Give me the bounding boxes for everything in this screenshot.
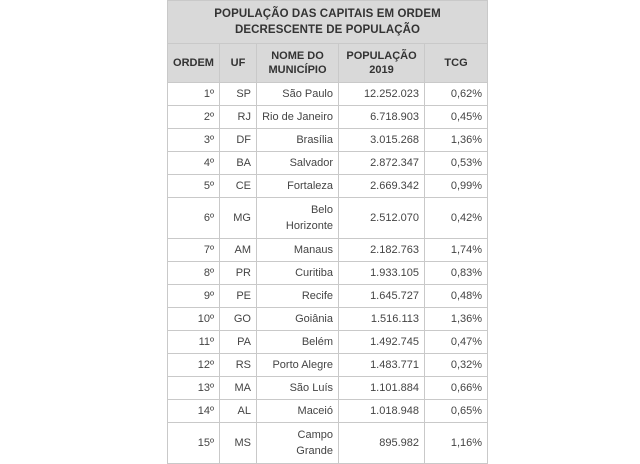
cell-municipio: Manaus <box>257 239 339 262</box>
cell-uf: RJ <box>220 106 257 129</box>
table-row <box>168 354 488 377</box>
table-row <box>168 198 488 239</box>
cell-populacao: 1.933.105 <box>339 262 425 285</box>
cell-tcg: 0,83% <box>425 262 488 285</box>
cell-uf: MS <box>220 423 257 464</box>
cell-municipio: Recife <box>257 285 339 308</box>
cell-ordem: 8º <box>168 262 220 285</box>
cell-ordem: 10º <box>168 308 220 331</box>
cell-ordem: 15º <box>168 423 220 464</box>
cell-tcg: 0,42% <box>425 198 488 239</box>
cell-uf: CE <box>220 175 257 198</box>
cell-populacao: 895.982 <box>339 423 425 464</box>
cell-ordem: 2º <box>168 106 220 129</box>
cell-municipio: Salvador <box>257 152 339 175</box>
table-row <box>168 423 488 464</box>
cell-municipio: Curitiba <box>257 262 339 285</box>
header-ordem: ORDEM <box>168 44 220 83</box>
header-nome-municipio: NOME DO MUNICÍPIO <box>257 44 339 83</box>
cell-populacao: 2.182.763 <box>339 239 425 262</box>
population-table-container <box>167 0 487 464</box>
cell-municipio: Maceió <box>257 400 339 423</box>
cell-populacao: 3.015.268 <box>339 129 425 152</box>
header-populacao-2019: POPULAÇÃO 2019 <box>339 44 425 83</box>
cell-ordem: 12º <box>168 354 220 377</box>
cell-tcg: 1,36% <box>425 308 488 331</box>
cell-populacao: 1.516.113 <box>339 308 425 331</box>
cell-populacao: 12.252.023 <box>339 83 425 106</box>
cell-uf: PE <box>220 285 257 308</box>
cell-tcg: 1,16% <box>425 423 488 464</box>
cell-tcg: 1,74% <box>425 239 488 262</box>
cell-municipio: Goiânia <box>257 308 339 331</box>
header-uf: UF <box>220 44 257 83</box>
cell-ordem: 4º <box>168 152 220 175</box>
cell-tcg: 0,99% <box>425 175 488 198</box>
table-row <box>168 308 488 331</box>
cell-uf: GO <box>220 308 257 331</box>
table-row <box>168 106 488 129</box>
cell-municipio: São Paulo <box>257 83 339 106</box>
cell-ordem: 5º <box>168 175 220 198</box>
cell-ordem: 14º <box>168 400 220 423</box>
cell-uf: MG <box>220 198 257 239</box>
cell-tcg: 0,45% <box>425 106 488 129</box>
table-row <box>168 239 488 262</box>
cell-ordem: 11º <box>168 331 220 354</box>
cell-populacao: 2.669.342 <box>339 175 425 198</box>
cell-municipio: Rio de Janeiro <box>257 106 339 129</box>
table-row <box>168 377 488 400</box>
cell-ordem: 1º <box>168 83 220 106</box>
cell-uf: PA <box>220 331 257 354</box>
cell-uf: AL <box>220 400 257 423</box>
cell-municipio: São Luís <box>257 377 339 400</box>
table-row <box>168 262 488 285</box>
cell-uf: AM <box>220 239 257 262</box>
table-row <box>168 175 488 198</box>
cell-tcg: 0,66% <box>425 377 488 400</box>
cell-populacao: 1.492.745 <box>339 331 425 354</box>
cell-uf: SP <box>220 83 257 106</box>
cell-municipio: Campo Grande <box>257 423 339 464</box>
table-row <box>168 83 488 106</box>
header-tcg: TCG <box>425 44 488 83</box>
cell-populacao: 6.718.903 <box>339 106 425 129</box>
cell-tcg: 0,53% <box>425 152 488 175</box>
cell-populacao: 2.512.070 <box>339 198 425 239</box>
cell-tcg: 1,36% <box>425 129 488 152</box>
table-row <box>168 400 488 423</box>
cell-populacao: 1.483.771 <box>339 354 425 377</box>
population-table <box>167 0 488 464</box>
cell-populacao: 1.101.884 <box>339 377 425 400</box>
cell-populacao: 1.018.948 <box>339 400 425 423</box>
cell-uf: PR <box>220 262 257 285</box>
cell-uf: MA <box>220 377 257 400</box>
cell-uf: RS <box>220 354 257 377</box>
table-row <box>168 331 488 354</box>
cell-ordem: 9º <box>168 285 220 308</box>
table-row <box>168 129 488 152</box>
table-title: POPULAÇÃO DAS CAPITAIS EM ORDEM DECRESCENTE DE POPULAÇÃO <box>168 1 488 44</box>
cell-tcg: 0,32% <box>425 354 488 377</box>
cell-uf: BA <box>220 152 257 175</box>
table-row <box>168 152 488 175</box>
cell-ordem: 13º <box>168 377 220 400</box>
cell-municipio: Brasília <box>257 129 339 152</box>
cell-municipio: Belo Horizonte <box>257 198 339 239</box>
cell-tcg: 0,65% <box>425 400 488 423</box>
cell-municipio: Fortaleza <box>257 175 339 198</box>
cell-tcg: 0,62% <box>425 83 488 106</box>
cell-tcg: 0,48% <box>425 285 488 308</box>
cell-tcg: 0,47% <box>425 331 488 354</box>
cell-ordem: 7º <box>168 239 220 262</box>
cell-populacao: 2.872.347 <box>339 152 425 175</box>
cell-uf: DF <box>220 129 257 152</box>
cell-populacao: 1.645.727 <box>339 285 425 308</box>
cell-ordem: 6º <box>168 198 220 239</box>
table-row <box>168 285 488 308</box>
cell-ordem: 3º <box>168 129 220 152</box>
cell-municipio: Porto Alegre <box>257 354 339 377</box>
cell-municipio: Belém <box>257 331 339 354</box>
